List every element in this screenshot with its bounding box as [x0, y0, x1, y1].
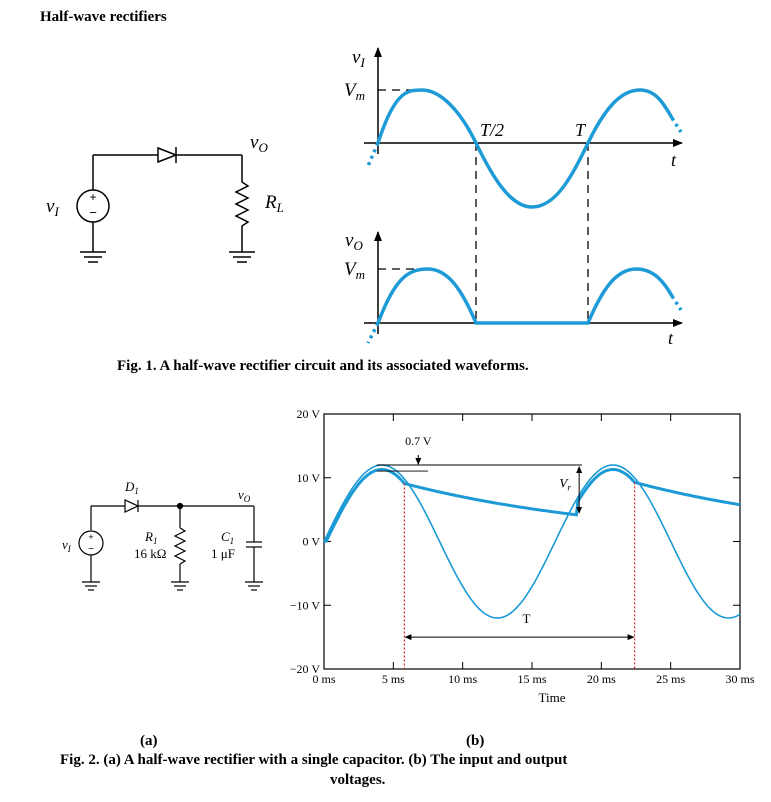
source-minus: − [89, 205, 97, 220]
y-tick-label: 20 V [296, 407, 320, 421]
fig2-chart [290, 407, 755, 705]
fig2-caption-a: (a) [140, 733, 158, 749]
period-label: T [522, 611, 531, 627]
diode-d1-symbol [125, 500, 138, 512]
fig1-input-label: $v_I$ [46, 196, 59, 219]
y-tick-label: −10 V [289, 598, 320, 613]
section-heading: Half-wave rectifiers [40, 9, 167, 25]
x-tick-label: 5 ms [381, 672, 405, 686]
fig2-resistor-label: $R_1$ [145, 529, 158, 546]
y-tick-label: 0 V [302, 534, 320, 549]
resistor-rl [236, 182, 248, 226]
diode-drop-curve [327, 470, 405, 541]
fig2-diode-label: $D_1$ [125, 479, 139, 496]
output-voltage-curve [324, 470, 740, 542]
fig2-caption-line1: Fig. 2. (a) A half-wave rectifier with a single capacitor. (b) The input and output [60, 752, 568, 768]
x-tick-label: 0 ms [312, 672, 336, 686]
fig1-bottom-axis-label: $v_O$ [345, 230, 363, 253]
x-tick-label: 15 ms [517, 672, 547, 686]
fig1-output-label: $v_O$ [250, 132, 268, 155]
fig2-circuit [79, 500, 263, 590]
y-tick-label: −20 V [289, 662, 320, 676]
fig1-caption: Fig. 1. A half-wave rectifier circuit and its associated waveforms. [117, 358, 529, 374]
fig1-load-label: $R_L$ [265, 192, 284, 215]
x-tick-label: 25 ms [656, 672, 686, 686]
fig2-output-label: $v_O$ [238, 487, 251, 504]
fig2-capacitor-value: 1 μF [211, 546, 235, 561]
diode-drop-label: 0.7 V [405, 434, 432, 448]
fig2-source-minus: − [88, 544, 94, 555]
resistor-r1 [175, 528, 185, 564]
fig2-caption-line2: voltages. [330, 772, 386, 788]
diode-symbol [158, 148, 176, 162]
x-axis-label: Time [538, 690, 566, 705]
half-period-label: T/2 [480, 120, 505, 140]
fig1-output-halfwave [378, 269, 672, 323]
fig1-top-peak-label: $V_m$ [344, 80, 365, 103]
fig2-caption-b: (b) [466, 733, 485, 749]
fig1-input-sine [378, 90, 672, 207]
bottom-time-label: t [668, 328, 674, 348]
input-voltage-curve [324, 465, 740, 618]
x-tick-label: 10 ms [448, 672, 478, 686]
fig2-resistor-value: 16 kΩ [134, 546, 167, 561]
ripple-label: $V_r$ [559, 475, 571, 493]
source-plus: + [89, 190, 97, 204]
period-label: T [575, 120, 586, 140]
fig2-capacitor-label: $C_1$ [221, 529, 235, 546]
fig2-input-label: $v_I$ [62, 537, 71, 554]
top-time-label: t [671, 150, 677, 170]
fig2-source-plus: + [88, 532, 94, 542]
fig1-top-axis-label: $v_I$ [352, 47, 365, 70]
y-tick-label: 10 V [296, 470, 320, 485]
fig1-circuit [77, 147, 255, 262]
plot-frame [324, 414, 740, 669]
fig1-bottom-peak-label: $V_m$ [344, 259, 365, 282]
x-tick-label: 20 ms [586, 672, 616, 686]
x-tick-label: 30 ms [725, 672, 755, 686]
